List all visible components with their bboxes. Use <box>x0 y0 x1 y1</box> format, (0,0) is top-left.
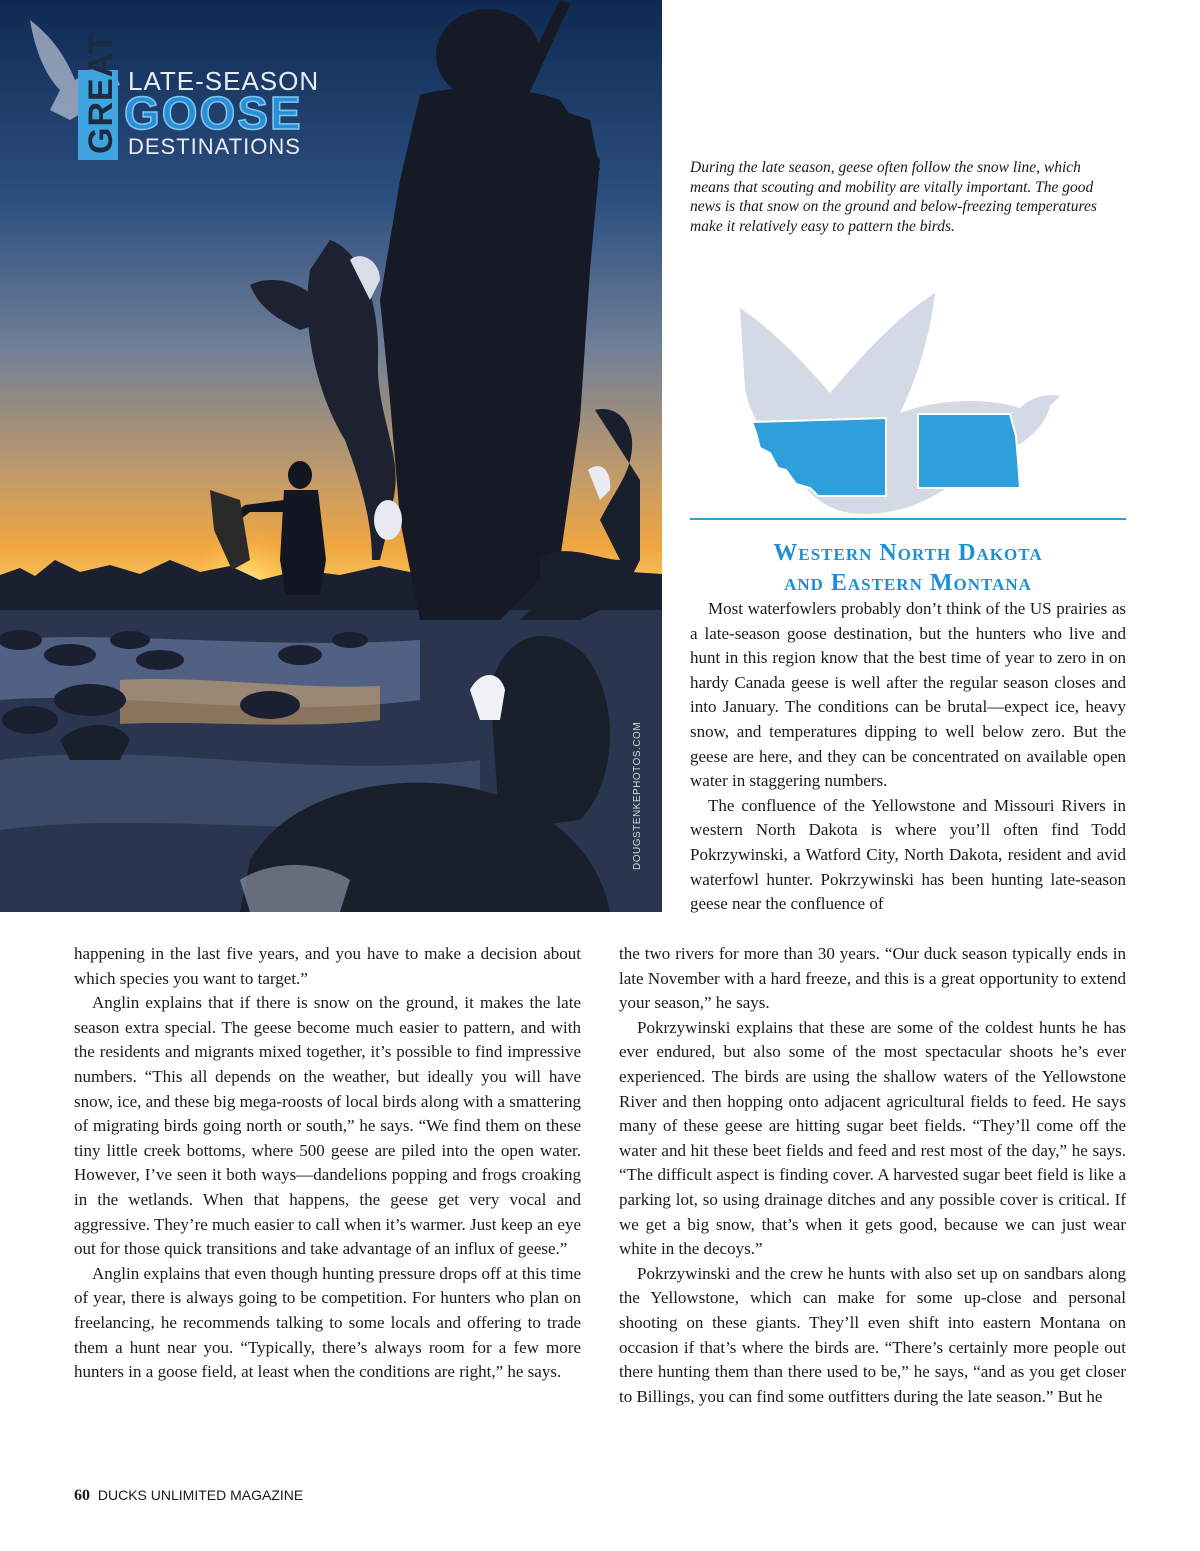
logo-line-late-season: LATE-SEASON <box>128 66 320 96</box>
paragraph: The confluence of the Yellowstone and Missouri Rivers in western North Dakota is where you’ll often find Todd Pokrzywinski, a Watford City, North Dakota, resident and avid waterfowl hunter. Pokrzywinski has been hunting late-season geese near the confluence of <box>690 795 1126 914</box>
right-column-top <box>690 597 1126 917</box>
north-dakota-shape <box>918 414 1020 488</box>
state-map-graphic <box>700 288 1120 528</box>
paragraph: Anglin explains that if there is snow on the ground, it makes the late season extra special. The geese become much easier to pattern, and with the residents and migrants mixed together, it’s possible to find impressive numbers. “This all depends on the weather, but ideally you will have snow, ice, and these big mega-roosts of local birds along with a smattering of migrating birds going north or south,” he says. “We find them on these tiny little creek bottoms, where 500 geese are piled into the open water. However, I’ve seen it both ways—dandelions popping and frogs croaking in the wetlands. When that happens, the geese get very vocal and aggressive. They’re much easier to call when it’s warmer. Just keep an eye out for those quick transitions and take advantage of an influx of geese.” <box>74 993 581 1259</box>
paragraph: the two rivers for more than 30 years. “Our duck season typically ends in late November with a hard freeze, and this is a great opportunity to extend your season,” he says. <box>619 944 1126 1013</box>
section-heading-line1: Western North Dakota <box>773 540 1043 566</box>
page-number: 60 <box>74 1487 90 1504</box>
photo-caption: During the late season, geese often follow the snow line, which means that scouting and mobility are vitally important. The good news is that snow on the ground and below-freezing temperatures make it relatively easy to pattern the birds. <box>690 159 1097 235</box>
section-heading <box>690 538 1126 598</box>
right-column-bottom <box>619 942 1126 1409</box>
logo-line-destinations: DESTINATIONS <box>128 134 301 159</box>
section-rule <box>690 518 1126 520</box>
publication-name: DUCKS UNLIMITED MAGAZINE <box>97 1487 304 1503</box>
page-footer <box>74 1487 303 1505</box>
left-column <box>74 942 581 1385</box>
series-logo <box>20 10 330 160</box>
paragraph: Pokrzywinski explains that these are some of the coldest hunts he has ever endured, but also some of the most spectacular shoots he’s ever experienced. The birds are using the shallow waters of the Yellowstone River and then hopping onto adjacent agricultural fields to feed. He says many of these geese are hitting sugar beet fields. “They’ll come off the water and hit these beet fields and feed and rest most of the day,” he says. “The difficult aspect is finding cover. A harvested sugar beet field is like a parking lot, so using drainage ditches and any possible cover is critical. If we get a big snow, that’s when it gets good, because we can just wear white in the decoys.” <box>619 1017 1126 1259</box>
paragraph: Anglin explains that even though hunting pressure drops off at this time of year, there is always going to be competition. For hunters who plan on freelancing, he recommends talking to some locals and offering to trade them a hunt near you. “Typically, there’s always room for a few more hunters in a goose field, at least when the conditions are right,” he says. <box>74 1263 581 1382</box>
paragraph: happening in the last five years, and you have to make a decision about which species you want to target.” <box>74 944 581 988</box>
paragraph: Pokrzywinski and the crew he hunts with also set up on sandbars along the Yellowstone, which can make for some up-close and personal shooting on these giants. They’ll even shift into eastern Montana on occasion if that’s where the birds are. “There’s certainly more people out there hunting them than there used to be,” he says, “and as you get closer to Billings, you can find some outfitters during the late season.” But he <box>619 1263 1126 1406</box>
logo-great: GREAT <box>78 70 118 160</box>
logo-line-goose: GOOSE <box>124 87 303 139</box>
montana-shape <box>752 418 886 496</box>
photo-credit: DOUGSTENKEPHOTOS.COM <box>632 721 643 870</box>
paragraph: Most waterfowlers probably don’t think of the US prairies as a late-season goose destination, but the hunters who live and hunt in this region know that the best time of year to zero in on hardy Canada geese is well after the regular season closes and into January. The conditions can be brutal—expect ice, heavy snow, and temperatures dipping to well below zero. But the geese are here, and they can be concentrated on available open water in staggering numbers. <box>690 599 1126 791</box>
section-heading-line2: and Eastern Montana <box>784 570 1032 596</box>
